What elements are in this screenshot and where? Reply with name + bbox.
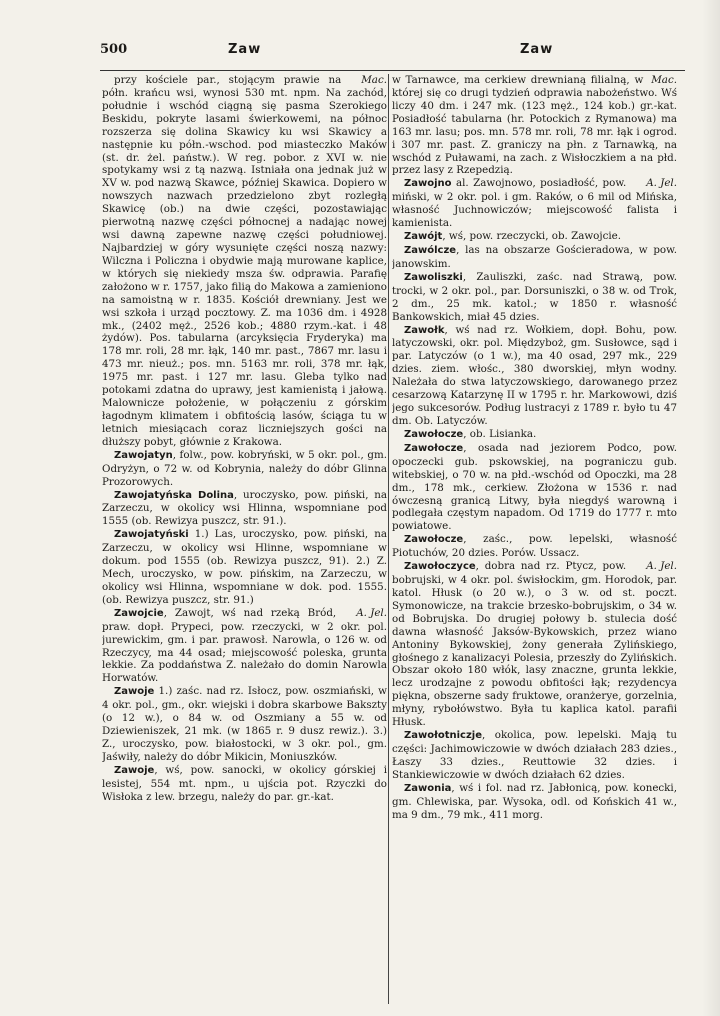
entry-headword: Zawołocze xyxy=(404,428,464,440)
dictionary-entry xyxy=(102,685,387,764)
header-rule xyxy=(100,70,685,71)
entry-text: , wś i fol. nad rz. Jabłonicą, pow. konecki, gm. Chlewiska, par. Wysoka, odl. od Końskich 41 w., ma 9 dm., 79 mk., 411 morg. xyxy=(392,781,677,821)
entry-text: w Tarnawce, ma cerkiew drewnianą filialną, w której się co drugi tydzień odprawia nabożeństwo. Wś liczy 40 dm. i 247 mk. (123 męż., 124 kob.) gr.-kat. Posiadłość tabularna (hr. Potockich z Rymanowa) ma 163 mr. lasu; pos. mn. 578 mr. roli, 78 mr. łąk i ogrod. i 307 mr. past. Z. graniczy na płn. z Tarnawką, na wschód z Puławami, na zach. z Wisłoczkiem a na płd. przez lasy z Rzepedzią. xyxy=(392,74,677,177)
author-signature: A. Jel. xyxy=(356,606,387,619)
author-signature: Mac. xyxy=(651,74,677,86)
dictionary-entry xyxy=(102,489,387,529)
entry-headword: Zawołocze xyxy=(404,442,464,454)
entry-text: , wś, pow. sanocki, w okolicy górskiej i lesistej, 554 mt. npm., u ujścia pot. Rzyczki do Wisłoka z lew. brzegu, należy do par. gr.-kat. xyxy=(102,763,387,803)
entry-text: , dobra nad rz. Ptycz, pow. bobrujski, w 4 okr. pol. świsłockim, gm. Horodok, par. katol. Hłusk (o 20 w.), o 3 w. od st. poczt. Symonowicze, na trakcie brzesko-bobrujskim, o 34 w. od Bobrujska. Do drugiej połowy b. stulecia dość dawna własność Jaksów-Bykowskich, przez wiano Antoniny Bykowskiej, żony generała Zylińskiego, głośnego z kanalizacyi Polesia, przeszły do Zylińskich. Obszar około 180 włók, lasy znaczne, grunta lekkie, lecz urodzajne z powodu obfitości łąk; rezydencya piękna, obszerne sady fruktowe, oranżerye, gorzelnia, młyny, rybołówstwo. Była tu kaplica katol. parafii Hłusk. xyxy=(392,560,677,729)
dictionary-entry xyxy=(392,428,677,442)
entry-text: przy kościele par., stojącym prawie na półn. krańcu wsi, wynosi 530 mt. npm. Na zachód, południe i wschód ciągną się pasma Szerokiego Beskidu, pokryte lasami świerkowemi, na północ rozszerza się dolina Skawicy ku wsi Skawicy a następnie ku półn.-wschod. pod miasteczko Maków (st. dr. żel. państw.). W reg. pobor. z XVI w. nie spotykamy wsi z tą nazwą. Istniała ona jednak już w XV w. pod nazwą Skawce, później Skawica. Dopiero w nowszych nazwach przedzielono zbyt rozległą Skawicę (ob.) na dwie części, pozostawiając pierwotną nazwę części północnej a nadając nowej wsi dawną zapewne nazwę części południowej. Najbardziej w góry wysunięte części noszą nazwy: Wilczna i Policzna i obydwie mają murowane kaplice, w których się niekiedy msza św. odprawia. Parafię założono w r. 1757, jako filią do Makowa a zamieniono na samoistną w r. 1835. Kościół drewniany. Jest we wsi szkoła i urząd pocztowy. Z. ma 1036 dm. i 4928 mk., (2402 męż., 2526 kob.; 4880 rzym.-kat. i 48 żydów). Pos. tabularna (arcyksięcia Fryderyka) ma 178 mr. roli, 28 mr. łąk, 140 mr. past., 7867 mr. lasu i 473 mr. nieuż.; pos. mn. 5163 mr. roli, 378 mr. łąk, 1975 mr. past. i 127 mr. lasu. Gleba tylko nad potokami zdatna do uprawy, jest kamienistą i jałową. Malownicze położenie, w połączeniu z górskim łagodnym klimatem i obfitością lasów, ściąga tu w letnich miesiącach coraz liczniejszych gości na dłuższy pobyt, głównie z Krakowa. xyxy=(102,74,387,448)
entry-text: , folw., pow. kobryński, w 5 okr. pol., gm. Odryżyn, o 72 w. od Kobrynia, należy do dóbr Glinna Prozorowych. xyxy=(102,448,387,488)
entry-headword: Zawójt xyxy=(404,231,443,243)
author-signature: A. Jel. xyxy=(646,560,677,573)
entry-headword: Zawołotniczje xyxy=(404,730,482,742)
entry-text: , zaśc., pow. lepelski, własność Piotuchów, 20 dzies. Porów. Ussacz. xyxy=(392,533,677,560)
column-divider xyxy=(388,74,389,1004)
entry-text: , Zawojt, wś nad rzeką Bród, praw. dopł. Prypeci, pow. rzeczycki, w 2 okr. pol. jurewickim, gm. i par. prawosł. Narowla, o 126 w. od Rzeczycy, ma 44 osad; miejscowość poleska, grunta lekkie. Za poddaństwa Z. należało do domin Narowla Horwatów. xyxy=(102,606,387,685)
entry-headword: Zawojno xyxy=(404,178,452,190)
dictionary-entry xyxy=(392,324,677,428)
page-number: 500 xyxy=(100,42,128,57)
left-column xyxy=(102,74,387,1004)
entry-headword: Zawojatyn xyxy=(114,449,173,461)
author-signature: Mac. xyxy=(361,74,387,86)
dictionary-entry xyxy=(102,449,387,489)
entry-text: , uroczysko, pow. piński, na Zarzeczu, w okolicy wsi Hlinna, wspomniane pod 1555 (ob. Rewizya puszcz, str. 91.). xyxy=(102,488,387,528)
dictionary-entry xyxy=(392,782,677,822)
entry-headword: Zawoliszki xyxy=(404,271,463,283)
entry-headword: Zawołocze xyxy=(404,534,464,546)
entry-headword: Zawonia xyxy=(404,782,452,794)
entry-headword: Zawólcze xyxy=(404,244,457,256)
right-column xyxy=(392,74,677,1004)
dictionary-entry xyxy=(392,533,677,560)
dictionary-entry xyxy=(102,528,387,607)
entry-text: , las na obszarze Gościeradowa, w pow. janowskim. xyxy=(392,243,677,270)
entry-headword: Zawoje xyxy=(114,686,155,698)
dictionary-entry xyxy=(392,271,677,324)
dictionary-entry xyxy=(392,244,677,271)
entry-text: , wś nad rz. Wołkiem, dopł. Bohu, pow. latyczowski, okr. pol. Międzyboż, gm. Susłowce, sąd i par. Latyczów (o 1 w.), ma 40 osad, 297 mk., 229 dzies. ziem. włośc., 380 dworskiej, młyn wodny. Należała do stwa latyczowskiego, darowanego przez cesarzową Katarzynę II w 1795 r. hr. Markowowi, dziś jego sukcesorów. Podług lustracyi z 1789 r. było tu 47 dm. Ob. Latyczów. xyxy=(392,323,677,427)
page-header xyxy=(0,42,720,64)
entry-headword: Zawojatyński xyxy=(114,529,189,541)
dictionary-entry xyxy=(392,74,677,177)
author-signature: A. Jel. xyxy=(646,177,677,190)
entry-text: 1.) zaśc. nad rz. Isłocz, pow. oszmiański, w 4 okr. pol., gm., okr. wiejski i dobra skarbowe Bakszty (o 12 w.), o 84 w. od Oszmiany a 55 w. od Dziewieniszek, 21 mk. (w 1865 r. 9 dusz rewiz.). 3.) Z., uroczysko, pow. białostocki, w 3 okr. pol., gm. Jaświły, należy do dóbr Mikicin, Moniuszków. xyxy=(102,685,387,763)
entry-text: 1.) Las, uroczysko, pow. piński, na Zarzeczu, w okolicy wsi Hlinne, wspomniane w dokum. pod 1555 (ob. Rewizya puszcz, 91). 2.) Z. Mech, uroczysko, w pow. pińskim, na Zarzeczu, w okolicy wsi Hlinna, wspomniane w dok. pod. 1555. (ob. Rewizya puszcz, str. 91.) xyxy=(102,528,387,606)
entry-headword: Zawoje xyxy=(114,764,155,776)
scan-edge-shadow xyxy=(702,0,720,1016)
entry-text: , osada nad jeziorem Podco, pow. opoczecki gub. pskowskiej, na pograniczu gub. witebskiej, o 70 w. na płd.-wschód od Opoczki, ma 28 dm., 178 mk., cerkiew. Złożona w 1536 r. nad ówczesną granicą Litwy, była niegdyś warowną i podlegała częstym napadom. Od 1719 do 1777 r. mto powiatowe. xyxy=(392,441,677,533)
dictionary-entry xyxy=(392,177,677,230)
dictionary-entry xyxy=(392,442,677,533)
dictionary-entry xyxy=(102,607,387,686)
entry-headword: Zawołoczyce xyxy=(404,561,476,573)
entry-headword: Zawołk xyxy=(404,324,445,336)
running-head-right: Zaw xyxy=(520,42,554,57)
entry-text: al. Zawojnowo, posiadłość, pow. miński, w 2 okr. pol. i gm. Raków, o 6 mil od Mińska, własność Juchnowiczów; miejscowość falista i kamienista. xyxy=(392,177,677,230)
dictionary-entry xyxy=(392,560,677,729)
entry-text: , ob. Lisianka. xyxy=(463,427,537,440)
running-head-left: Zaw xyxy=(228,42,262,57)
dictionary-entry xyxy=(392,230,677,244)
dictionary-entry xyxy=(392,729,677,782)
entry-headword: Zawojcie xyxy=(114,607,164,619)
entry-text: , Zauliszki, zaśc. nad Strawą, pow. trocki, w 2 okr. pol., par. Dorsuniszki, o 38 w. od Trok, 2 dm., 25 mk. katol.; w 1850 r. własność Bankowskich, miał 45 dzies. xyxy=(392,270,677,323)
dictionary-entry xyxy=(102,74,387,449)
entry-text: , wś, pow. rzeczycki, ob. Zawojcie. xyxy=(442,230,622,243)
entry-headword: Zawojatyńska Dolina xyxy=(114,489,234,501)
dictionary-entry xyxy=(102,764,387,804)
entry-text: , okolica, pow. lepelski. Mają tu części: Jachimowiczowie w dwóch działach 283 dzies., Łaszy 33 dzies., Reuttowie 32 dzies. i Stankiewiczowie w dwóch działach 62 dzies. xyxy=(392,729,677,781)
